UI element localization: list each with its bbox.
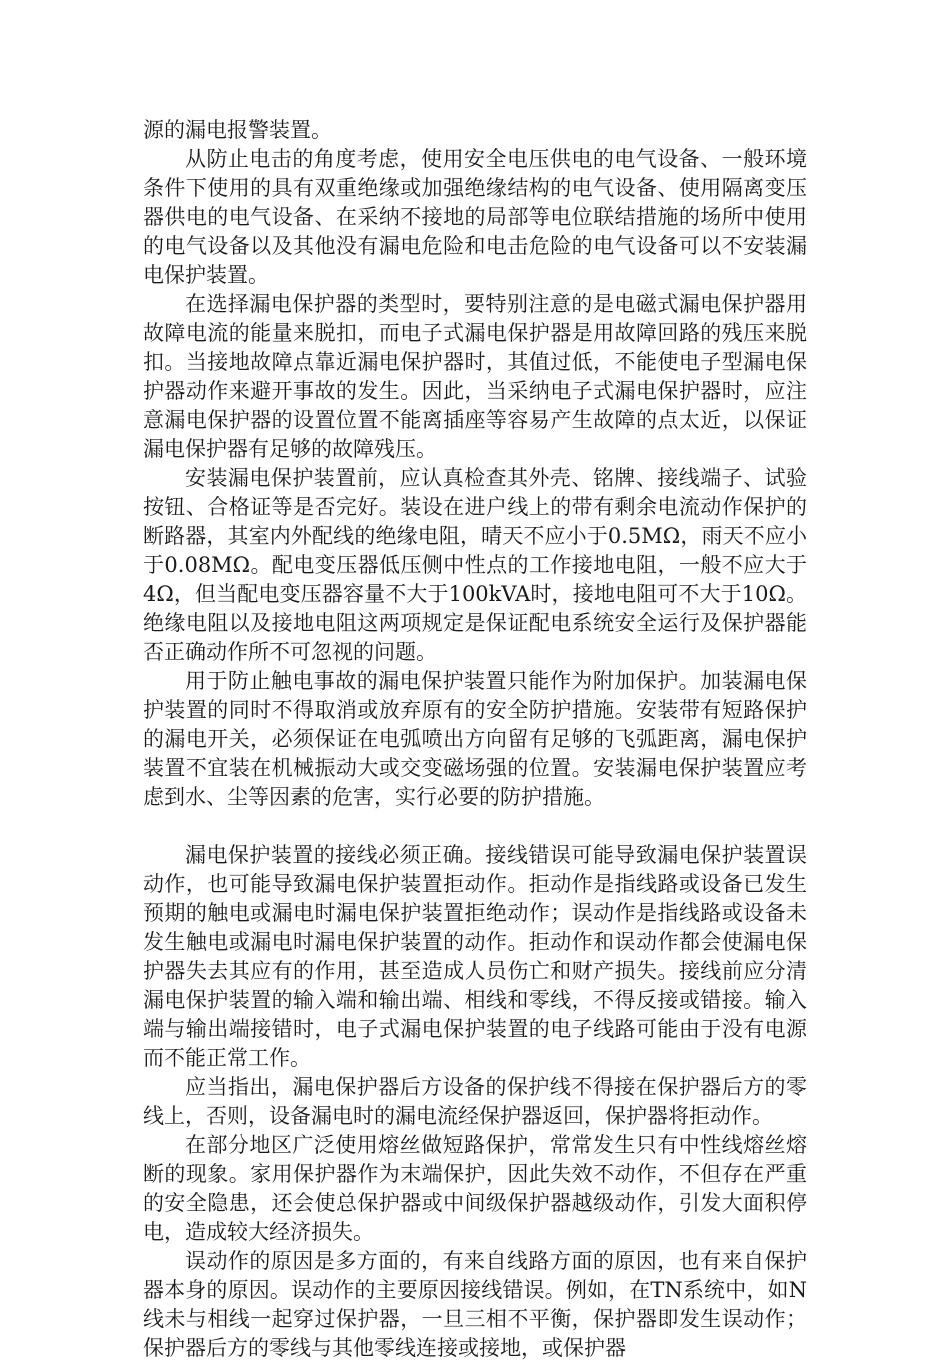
paragraph-pre-install-check: 安装漏电保护装置前，应认真检查其外壳、铭牌、接线端子、试验按钮、合格证等是否完好。装设在进户线上的带有剩余电流动作保护的断路器，其室内外配线的绝缘电阻，晴天不应小于0.5MΩ，雨天不应小于0.08MΩ。配电变压器低压侧中性点的工作接地电阻，一般不应大于4Ω，但当配电变压器容量不大于100kVA时，接地电阻可不大于10Ω。绝缘电阻以及接地电阻这两项规定是保证配电系统安全运行及保护器能否正确动作所不可忽视的问题。	[143, 466, 807, 664]
paragraph-exemption: 从防止电击的角度考虑，使用安全电压供电的电气设备、一般环境条件下使用的具有双重绝缘或加强绝缘结构的电气设备、使用隔离变压器供电的电气设备、在采纳不接地的局部等电位联结措施的场所中使用的电气设备以及其他没有漏电危险和电击危险的电气设备可以不安装漏电保护装置。	[143, 147, 807, 287]
paragraph-wiring: 漏电保护装置的接线必须正确。接线错误可能导致漏电保护装置误动作，也可能导致漏电保护装置拒动作。拒动作是指线路或设备已发生预期的触电或漏电时漏电保护装置拒绝动作；误动作是指线路或设备未发生触电或漏电时漏电保护装置的动作。拒动作和误动作都会使漏电保护器失去其应有的作用，甚至造成人员伤亡和财产损失。接线前应分清漏电保护装置的输入端和输出端、相线和零线，不得反接或错接。输入端与输出端接错时，电子式漏电保护装置的电子线路可能由于没有电源而不能正常工作。	[143, 843, 807, 1070]
paragraph-fuse: 在部分地区广泛使用熔丝做短路保护，常常发生只有中性线熔丝熔断的现象。家用保护器作为末端保护，因此失效不动作，不但存在严重的安全隐患，还会使总保护器或中间级保护器越级动作，引发大面积停电，造成较大经济损失。	[143, 1133, 807, 1244]
paragraph-malfunction: 误动作的原因是多方面的，有来自线路方面的原因，也有来自保护器本身的原因。误动作的主要原因接线错误。例如，在TN系统中，如N线未与相线一起穿过保护器，一旦三相不平衡，保护器即发生误动作；保护器后方的零线与其他零线连接或接地，或保护器	[143, 1249, 807, 1360]
paragraph-protective-line: 应当指出，漏电保护器后方设备的保护线不得接在保护器后方的零线上，否则，设备漏电时的漏电流经保护器返回，保护器将拒动作。	[143, 1075, 807, 1128]
document-body	[143, 116, 807, 1363]
paragraph-type-selection: 在选择漏电保护器的类型时，要特别注意的是电磁式漏电保护器用故障电流的能量来脱扣，而电子式漏电保护器是用故障回路的残压来脱扣。当接地故障点靠近漏电保护器时，其值过低，不能使电子型漏电保护器动作来避开事故的发生。因此，当采纳电子式漏电保护器时，应注意漏电保护器的设置位置不能离插座等容易产生故障的点太近，以保证漏电保护器有足够的故障残压。	[143, 292, 807, 461]
paragraph-additional-protection: 用于防止触电事故的漏电保护装置只能作为附加保护。加装漏电保护装置的同时不得取消或放弃原有的安全防护措施。安装带有短路保护的漏电开关，必须保证在电弧喷出方向留有足够的飞弧距离，漏电保护装置不宜装在机械振动大或交变磁场强的位置。安装漏电保护装置应考虑到水、尘等因素的危害，实行必要的防护措施。	[143, 669, 807, 809]
paragraph-continuation: 源的漏电报警装置。	[143, 118, 332, 142]
